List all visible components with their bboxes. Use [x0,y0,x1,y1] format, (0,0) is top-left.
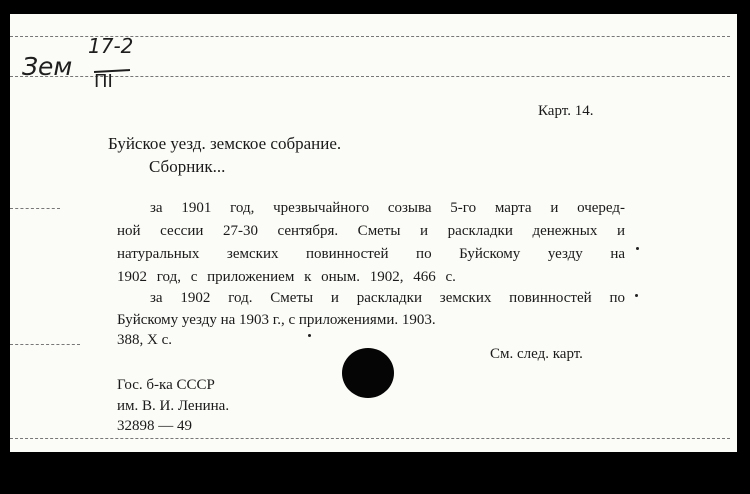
catalog-card [10,14,737,452]
heading-author: Буйское уезд. земское собрание. [108,134,342,153]
body-line: 1902 год, с приложением к оным. 1902, 466 с. [117,269,456,285]
library-line: Гос. б-ка СССР [117,377,215,393]
body-line: натуральных земских повинностей по Буйскому уезду на [117,246,625,262]
card-number: Карт. 14. [538,103,594,119]
ruled-line [10,76,730,77]
body-line: 388, X с. [117,332,172,348]
ruled-line [10,438,730,439]
body-line: ной сессии 27-30 сентября. Сметы и раскладки денежных и [117,223,625,239]
shelfmark-prefix: Зем [22,52,73,81]
ruled-line [10,344,80,345]
shelfmark-denominator: ПI [94,71,113,92]
speck [308,334,311,337]
body-line: за 1902 год. Сметы и раскладки земских повинностей по [150,290,625,306]
see-next-card: См. след. карт. [490,346,583,362]
library-line: 32898 — 49 [117,418,192,434]
speck [635,294,638,297]
shelfmark-numerator: 17-2 [88,34,134,58]
body-line: за 1901 год, чрезвычайного созыва 5-го марта и очеред- [150,200,625,216]
speck [636,247,639,250]
heading-title: Сборник... [149,157,226,176]
punch-hole [342,348,394,398]
library-line: им. В. И. Ленина. [117,398,230,414]
body-line: Буйскому уезду на 1903 г., с приложениями. 1903. [117,312,436,328]
ruled-line [10,208,60,209]
